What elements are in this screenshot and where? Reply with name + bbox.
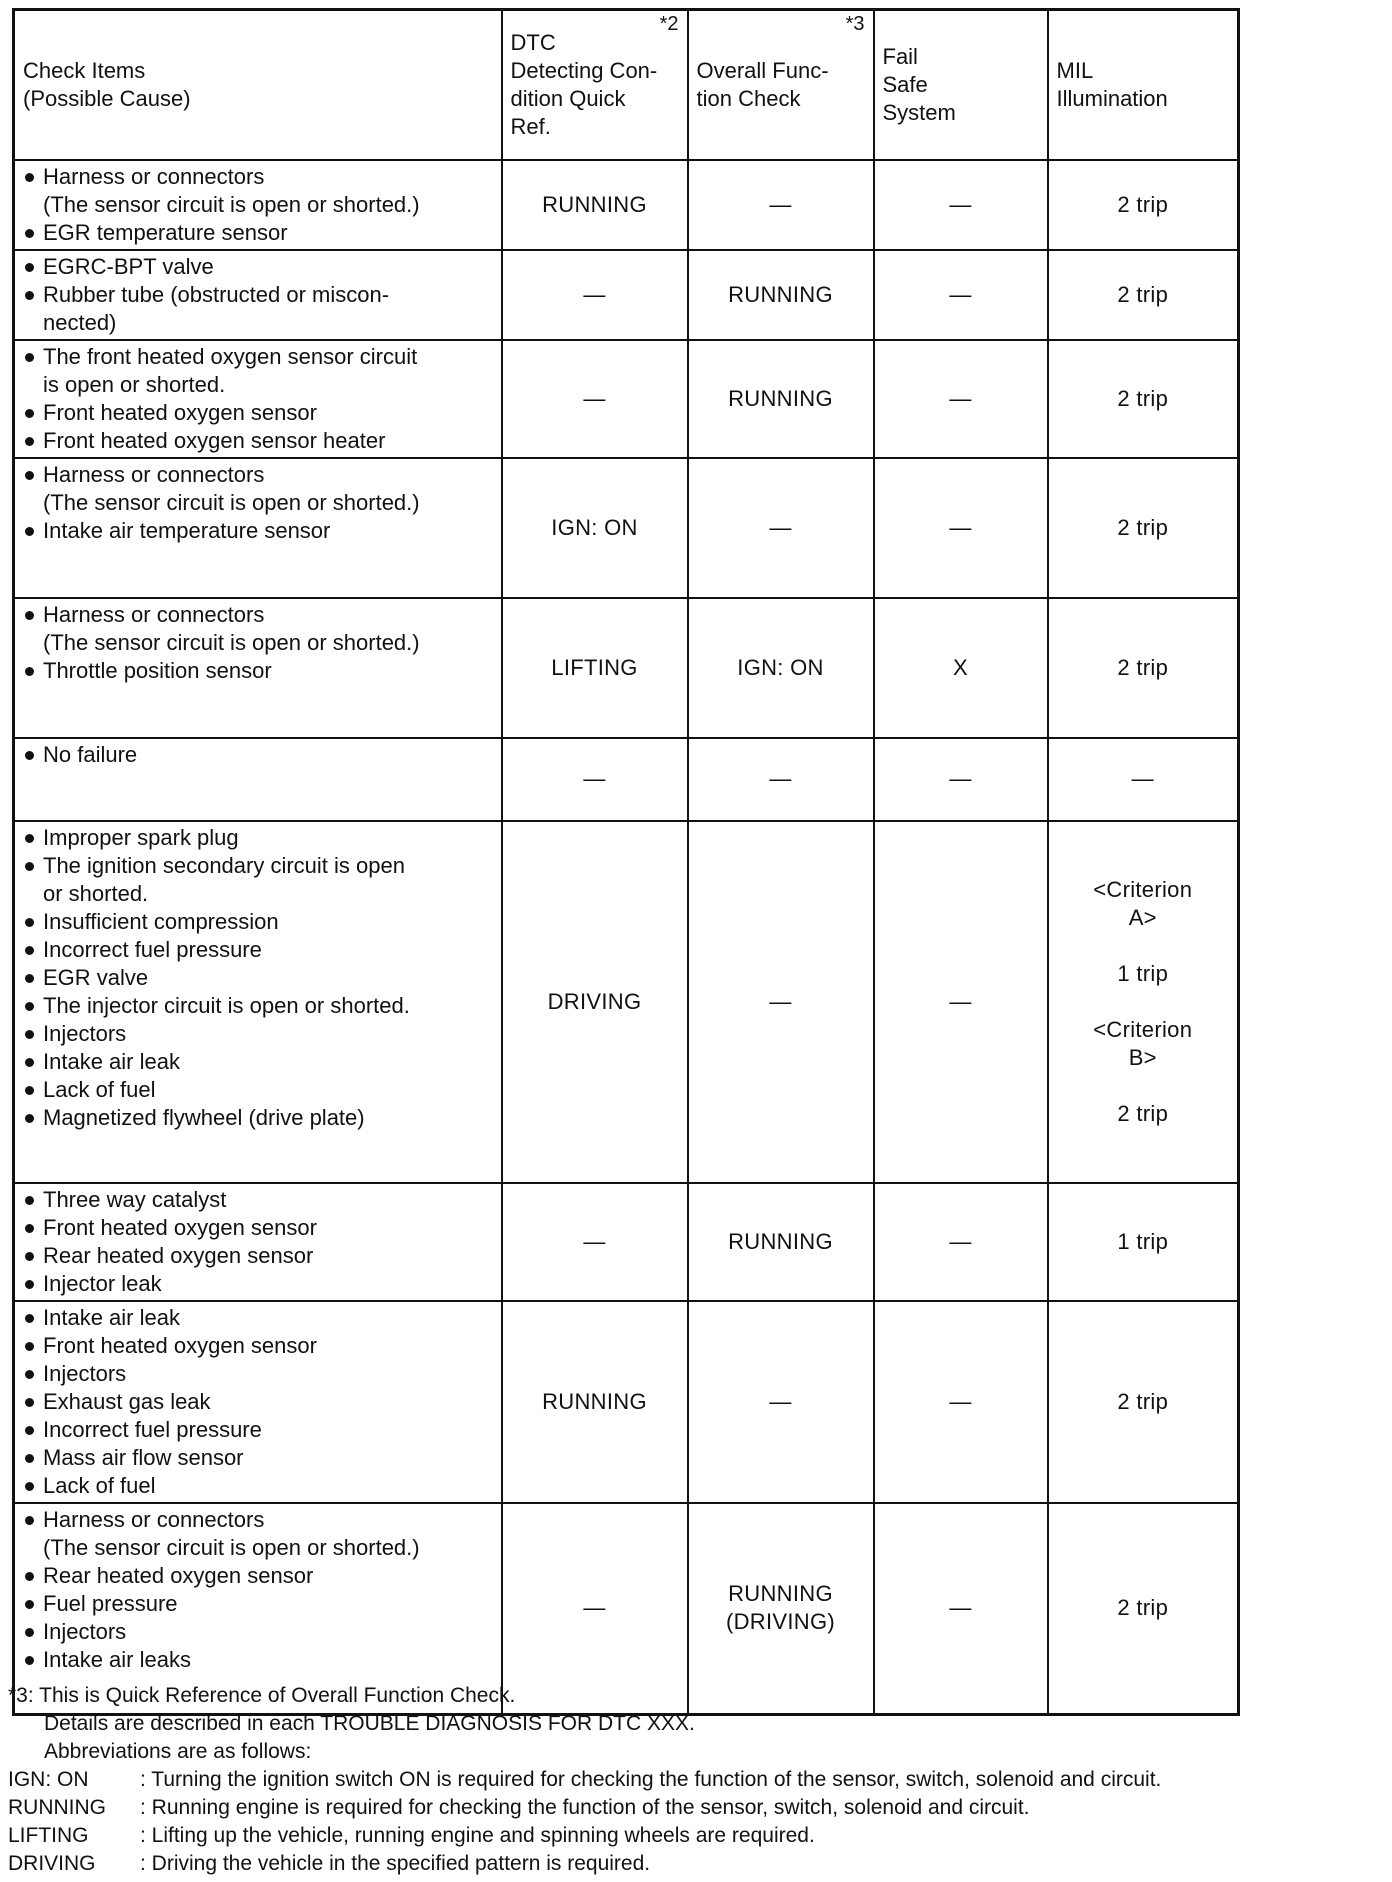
cause-item: Insufficient compression xyxy=(21,908,495,936)
table-header-row xyxy=(14,10,1239,160)
ofc-cell: RUNNING xyxy=(688,250,874,340)
cause-item: Lack of fuel xyxy=(21,1076,495,1104)
table-row xyxy=(14,1301,1239,1503)
cause-cell xyxy=(14,738,502,821)
cause-item: EGRC-BPT valve xyxy=(21,253,495,281)
header-check-items-line1: Check Items xyxy=(23,57,146,83)
abbreviation-key: LIFTING xyxy=(8,1824,89,1847)
cause-item: Intake air leak xyxy=(21,1304,495,1332)
failsafe-cell: — xyxy=(874,458,1048,598)
dtc-cell: IGN: ON xyxy=(502,458,688,598)
mil-cell: 2 trip xyxy=(1048,340,1239,458)
ofc-cell: — xyxy=(688,1301,874,1503)
abbreviation-desc: : Turning the ignition switch ON is required for checking the function of the sensor, switch, solenoid and circuit. xyxy=(140,1768,1162,1791)
header-fs-line3: System xyxy=(882,99,956,125)
cause-item: Injectors xyxy=(21,1618,495,1646)
header-dtc-line3: dition Quick xyxy=(510,85,626,111)
mil-cell: 2 trip xyxy=(1048,1301,1239,1503)
abbreviation-row xyxy=(8,1794,1388,1822)
cause-item: Injector leak xyxy=(21,1270,495,1298)
header-ofc-note: *3 xyxy=(845,13,865,35)
table-row xyxy=(14,160,1239,250)
cause-item: Harness or connectors xyxy=(21,461,495,489)
header-check-items-line2: (Possible Cause) xyxy=(23,85,191,111)
failsafe-cell: — xyxy=(874,821,1048,1183)
abbreviation-row xyxy=(8,1766,1388,1794)
failsafe-cell: X xyxy=(874,598,1048,738)
mil-criterion-b-trip: 2 trip xyxy=(1117,1100,1169,1126)
header-fs-line2: Safe xyxy=(882,71,928,97)
failsafe-cell: — xyxy=(874,250,1048,340)
mil-cell xyxy=(1048,821,1239,1183)
cause-item: Rear heated oxygen sensor xyxy=(21,1562,495,1590)
failsafe-cell: — xyxy=(874,1301,1048,1503)
mil-criterion-a-label: <Criterion xyxy=(1093,876,1193,902)
cause-item: (The sensor circuit is open or shorted.) xyxy=(43,191,420,217)
cause-item: (The sensor circuit is open or shorted.) xyxy=(43,489,420,515)
cause-item: Front heated oxygen sensor heater xyxy=(21,427,495,455)
mil-criterion-b-letter: B> xyxy=(1128,1044,1157,1070)
table-row xyxy=(14,458,1239,598)
dtc-cell: RUNNING xyxy=(502,1301,688,1503)
cause-cell xyxy=(14,598,502,738)
cause-item: Improper spark plug xyxy=(21,824,495,852)
mil-cell: — xyxy=(1048,738,1239,821)
mil-cell: 2 trip xyxy=(1048,160,1239,250)
cause-item: The front heated oxygen sensor circuit xyxy=(21,343,495,371)
cause-item: is open or shorted. xyxy=(43,371,226,397)
header-dtc-line1: DTC xyxy=(510,29,556,55)
cause-cell xyxy=(14,1183,502,1301)
cause-item: Incorrect fuel pressure xyxy=(21,936,495,964)
mil-criterion-b-label: <Criterion xyxy=(1093,1016,1193,1042)
cause-cell xyxy=(14,458,502,598)
dtc-cell: — xyxy=(502,1503,688,1715)
mil-criterion-a-letter: A> xyxy=(1128,904,1157,930)
cause-item: Front heated oxygen sensor xyxy=(21,1332,495,1360)
cause-cell xyxy=(14,1301,502,1503)
cause-item: Lack of fuel xyxy=(21,1472,495,1500)
cause-item: Magnetized flywheel (drive plate) xyxy=(21,1104,495,1132)
cause-item: Intake air temperature sensor xyxy=(21,517,495,545)
ofc-cell: — xyxy=(688,160,874,250)
cause-item: Rubber tube (obstructed or miscon- xyxy=(21,281,495,309)
mil-cell: 2 trip xyxy=(1048,1503,1239,1715)
footnotes xyxy=(8,1682,1388,1878)
cause-item: or shorted. xyxy=(43,880,149,906)
cause-item: Injectors xyxy=(21,1020,495,1048)
mil-cell: 1 trip xyxy=(1048,1183,1239,1301)
failsafe-cell: — xyxy=(874,340,1048,458)
header-dtc-line4: Ref. xyxy=(510,113,551,139)
abbreviation-key: IGN: ON xyxy=(8,1768,89,1791)
cause-item: Harness or connectors xyxy=(21,601,495,629)
table-row xyxy=(14,1183,1239,1301)
ofc-cell: IGN: ON xyxy=(688,598,874,738)
cause-cell xyxy=(14,821,502,1183)
header-dtc-line2: Detecting Con- xyxy=(510,57,658,83)
cause-item: Front heated oxygen sensor xyxy=(21,399,495,427)
failsafe-cell: — xyxy=(874,1183,1048,1301)
failsafe-cell: — xyxy=(874,1503,1048,1715)
table-row xyxy=(14,340,1239,458)
ofc-cell: — xyxy=(688,458,874,598)
footnote-details: Details are described in each TROUBLE DIAGNOSIS FOR DTC XXX. xyxy=(44,1712,695,1735)
header-fs-line1: Fail xyxy=(882,43,918,69)
dtc-cell: LIFTING xyxy=(502,598,688,738)
table-row xyxy=(14,738,1239,821)
header-ofc-line1: Overall Func- xyxy=(696,57,829,83)
footnote-abbrev-intro: Abbreviations are as follows: xyxy=(44,1740,312,1763)
cause-item: Front heated oxygen sensor xyxy=(21,1214,495,1242)
header-mil-line1: MIL xyxy=(1056,57,1094,83)
ofc-line: (DRIVING) xyxy=(725,1609,836,1635)
header-check-items xyxy=(14,10,502,160)
cause-cell xyxy=(14,160,502,250)
header-overall-function xyxy=(688,10,874,160)
cause-item: The ignition secondary circuit is open xyxy=(21,852,495,880)
dtc-cell: — xyxy=(502,340,688,458)
header-dtc-note: *2 xyxy=(659,13,679,35)
table-row xyxy=(14,821,1239,1183)
cause-item: Harness or connectors xyxy=(21,163,495,191)
ofc-line: RUNNING xyxy=(728,1581,833,1607)
cause-item: EGR temperature sensor xyxy=(21,219,495,247)
failsafe-cell: — xyxy=(874,738,1048,821)
cause-item: Fuel pressure xyxy=(21,1590,495,1618)
cause-item: Three way catalyst xyxy=(21,1186,495,1214)
header-fail-safe xyxy=(874,10,1048,160)
cause-item: Harness or connectors xyxy=(21,1506,495,1534)
ofc-cell: — xyxy=(688,738,874,821)
cause-cell xyxy=(14,340,502,458)
ofc-cell: — xyxy=(688,821,874,1183)
cause-item: (The sensor circuit is open or shorted.) xyxy=(43,1534,420,1560)
cause-item: No failure xyxy=(21,741,495,769)
mil-criterion-a-trip: 1 trip xyxy=(1117,960,1169,986)
header-dtc-detecting xyxy=(502,10,688,160)
abbreviation-key: RUNNING xyxy=(8,1796,106,1819)
cause-item: Rear heated oxygen sensor xyxy=(21,1242,495,1270)
abbreviation-desc: : Running engine is required for checking the function of the sensor, switch, solenoid and circuit. xyxy=(140,1796,1030,1819)
table-row xyxy=(14,598,1239,738)
failsafe-cell: — xyxy=(874,160,1048,250)
dtc-cell: — xyxy=(502,738,688,821)
table-row xyxy=(14,250,1239,340)
abbreviation-row xyxy=(8,1850,1388,1878)
dtc-check-table xyxy=(12,8,1240,1716)
dtc-cell: — xyxy=(502,1183,688,1301)
abbreviation-desc: : Driving the vehicle in the specified pattern is required. xyxy=(140,1852,651,1875)
cause-item: Throttle position sensor xyxy=(21,657,495,685)
dtc-cell: DRIVING xyxy=(502,821,688,1183)
cause-item: nected) xyxy=(43,309,117,335)
ofc-cell: RUNNING xyxy=(688,1183,874,1301)
cause-item: Intake air leak xyxy=(21,1048,495,1076)
mil-cell: 2 trip xyxy=(1048,250,1239,340)
header-ofc-line2: tion Check xyxy=(696,85,801,111)
cause-item: Exhaust gas leak xyxy=(21,1388,495,1416)
cause-item: Mass air flow sensor xyxy=(21,1444,495,1472)
diagnosis-table-page xyxy=(12,8,1237,1716)
cause-item: (The sensor circuit is open or shorted.) xyxy=(43,629,420,655)
abbreviation-desc: : Lifting up the vehicle, running engine and spinning wheels are required. xyxy=(140,1824,815,1847)
ofc-cell: RUNNING xyxy=(688,340,874,458)
mil-cell: 2 trip xyxy=(1048,598,1239,738)
cause-item: Injectors xyxy=(21,1360,495,1388)
header-mil-line2: Illumination xyxy=(1056,85,1168,111)
cause-item: The injector circuit is open or shorted. xyxy=(21,992,495,1020)
cause-item: EGR valve xyxy=(21,964,495,992)
abbreviation-row xyxy=(8,1822,1388,1850)
abbreviation-key: DRIVING xyxy=(8,1852,96,1875)
dtc-cell: — xyxy=(502,250,688,340)
header-mil-illumination xyxy=(1048,10,1239,160)
cause-item: Incorrect fuel pressure xyxy=(21,1416,495,1444)
footnote-title: *3: This is Quick Reference of Overall Function Check. xyxy=(8,1684,516,1707)
cause-item: Intake air leaks xyxy=(21,1646,495,1674)
cause-cell xyxy=(14,250,502,340)
dtc-cell: RUNNING xyxy=(502,160,688,250)
mil-cell: 2 trip xyxy=(1048,458,1239,598)
